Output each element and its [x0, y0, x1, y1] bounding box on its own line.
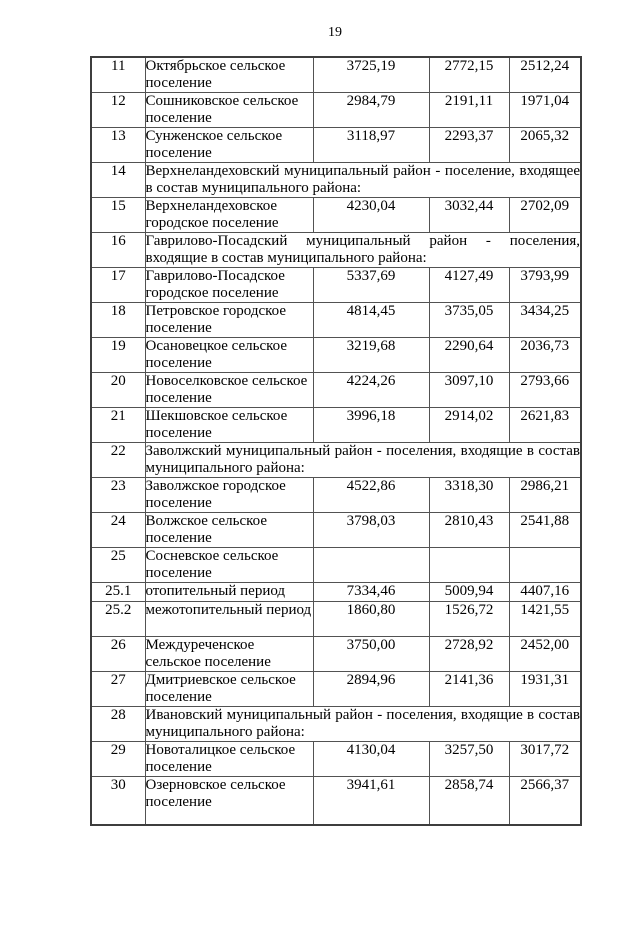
row-number-cell: 25 [91, 548, 145, 583]
tariff-value-cell: 2512,24 [509, 57, 581, 93]
tariff-value-cell: 1931,31 [509, 672, 581, 707]
tariff-value-cell: 4407,16 [509, 583, 581, 602]
settlement-name-cell: Сунженское сельское поселение [145, 128, 313, 163]
tariff-value-cell: 3097,10 [429, 373, 509, 408]
tariff-value-cell: 1971,04 [509, 93, 581, 128]
tariff-value-cell: 2986,21 [509, 478, 581, 513]
settlement-name-cell: Сосневское сельское поселение [145, 548, 313, 583]
tariff-value-cell: 2290,64 [429, 338, 509, 373]
tariff-value-cell: 3793,99 [509, 268, 581, 303]
settlement-name-cell: Междуреченское сельское поселение [145, 637, 313, 672]
tariff-value-cell: 7334,46 [313, 583, 429, 602]
tariff-value-cell: 2191,11 [429, 93, 509, 128]
tariff-value-cell: 1526,72 [429, 602, 509, 637]
settlement-name-cell: Шекшовское сельское поселение [145, 408, 313, 443]
tariff-value-cell: 4230,04 [313, 198, 429, 233]
tariff-value-cell [429, 548, 509, 583]
table-row [91, 233, 581, 268]
settlement-name-cell: Волжское сельское поселение [145, 513, 313, 548]
tariff-value-cell: 2793,66 [509, 373, 581, 408]
tariff-value-cell: 2914,02 [429, 408, 509, 443]
tariff-value-cell: 2566,37 [509, 777, 581, 826]
tariff-value-cell: 1860,80 [313, 602, 429, 637]
tariff-value-cell: 4130,04 [313, 742, 429, 777]
row-number-cell: 19 [91, 338, 145, 373]
settlement-name-cell: Дмитриевское сельское поселение [145, 672, 313, 707]
section-header-cell: Заволжский муниципальный район - поселения, входящие в состав муниципального района: [145, 443, 580, 476]
row-number-cell: 11 [91, 57, 145, 93]
row-number-cell: 17 [91, 268, 145, 303]
tariff-value-cell: 3017,72 [509, 742, 581, 777]
settlement-name-cell: Октябрьское сельское поселение [145, 57, 313, 93]
row-number-cell: 30 [91, 777, 145, 826]
tariff-value-cell: 3219,68 [313, 338, 429, 373]
tariff-value-cell: 3257,50 [429, 742, 509, 777]
table-row [91, 583, 581, 602]
row-number-cell: 21 [91, 408, 145, 443]
row-number-cell: 24 [91, 513, 145, 548]
row-number-cell: 28 [91, 707, 145, 742]
tariff-value-cell: 3996,18 [313, 408, 429, 443]
tariff-value-cell: 2065,32 [509, 128, 581, 163]
table-row [91, 338, 581, 373]
row-number-cell: 20 [91, 373, 145, 408]
settlement-name-cell: Новоталицкое сельское поселение [145, 742, 313, 777]
tariff-value-cell: 3735,05 [429, 303, 509, 338]
tariff-value-cell: 3798,03 [313, 513, 429, 548]
settlement-name-cell: Гаврилово-Посадское городское поселение [145, 268, 313, 303]
table-row [91, 637, 581, 672]
tariff-value-cell: 3318,30 [429, 478, 509, 513]
tariff-value-cell: 2036,73 [509, 338, 581, 373]
tariff-value-cell: 3725,19 [313, 57, 429, 93]
tariff-value-cell: 5337,69 [313, 268, 429, 303]
table-row [91, 57, 581, 93]
tariff-value-cell: 3434,25 [509, 303, 581, 338]
settlement-name-cell: Озерновское сельское поселение [145, 777, 313, 826]
tariff-value-cell [313, 548, 429, 583]
tariff-value-cell: 4814,45 [313, 303, 429, 338]
tariff-value-cell: 3118,97 [313, 128, 429, 163]
row-number-cell: 23 [91, 478, 145, 513]
section-header-cell: Гаврилово-Посадский муниципальный район - поселения, входящие в состав муниципального района: [145, 233, 580, 266]
section-header-cell: Ивановский муниципальный район - поселения, входящие в состав муниципального района: [145, 707, 580, 740]
tariff-value-cell: 2541,88 [509, 513, 581, 548]
settlement-name-cell: отопительный период [145, 583, 313, 602]
row-number-cell: 22 [91, 443, 145, 478]
table-row [91, 742, 581, 777]
row-number-cell: 25.1 [91, 583, 145, 602]
row-number-cell: 29 [91, 742, 145, 777]
table-row [91, 548, 581, 583]
table-row [91, 373, 581, 408]
tariff-value-cell: 1421,55 [509, 602, 581, 637]
tariff-value-cell: 2810,43 [429, 513, 509, 548]
row-number-cell: 18 [91, 303, 145, 338]
tariff-value-cell: 4224,26 [313, 373, 429, 408]
table-row [91, 602, 581, 637]
row-number-cell: 27 [91, 672, 145, 707]
table-row [91, 93, 581, 128]
row-number-cell: 26 [91, 637, 145, 672]
settlement-name-cell: Заволжское городское поселение [145, 478, 313, 513]
settlement-name-cell: Верхнеландеховское городское поселение [145, 198, 313, 233]
table-row [91, 303, 581, 338]
tariff-value-cell: 3941,61 [313, 777, 429, 826]
tariff-value-cell: 2772,15 [429, 57, 509, 93]
tariff-value-cell: 3750,00 [313, 637, 429, 672]
tariff-value-cell: 4522,86 [313, 478, 429, 513]
settlement-name-cell: Осановецкое сельское поселение [145, 338, 313, 373]
table-row [91, 478, 581, 513]
tariff-table [90, 56, 582, 826]
table-row [91, 198, 581, 233]
tariff-value-cell: 3032,44 [429, 198, 509, 233]
tariff-value-cell: 2984,79 [313, 93, 429, 128]
document-page [0, 25, 640, 930]
row-number-cell: 15 [91, 198, 145, 233]
tariff-value-cell: 2894,96 [313, 672, 429, 707]
row-number-cell: 14 [91, 163, 145, 198]
tariff-value-cell: 2293,37 [429, 128, 509, 163]
row-number-cell: 16 [91, 233, 145, 268]
tariff-value-cell [509, 548, 581, 583]
section-header-cell: Верхнеландеховский муниципальный район - поселение, входящее в состав муниципального района: [145, 163, 580, 196]
page-number: 19 [328, 25, 342, 40]
tariff-value-cell: 2621,83 [509, 408, 581, 443]
table-row [91, 443, 581, 478]
tariff-value-cell: 2452,00 [509, 637, 581, 672]
table-row [91, 707, 581, 742]
table-row [91, 513, 581, 548]
tariff-value-cell: 4127,49 [429, 268, 509, 303]
settlement-name-cell: Сошниковское сельское поселение [145, 93, 313, 128]
table-row [91, 777, 581, 826]
tariff-value-cell: 2141,36 [429, 672, 509, 707]
row-number-cell: 25.2 [91, 602, 145, 637]
table-row [91, 268, 581, 303]
table-row [91, 408, 581, 443]
tariff-value-cell: 2858,74 [429, 777, 509, 826]
row-number-cell: 12 [91, 93, 145, 128]
tariff-value-cell: 2728,92 [429, 637, 509, 672]
table-row [91, 128, 581, 163]
tariff-value-cell: 5009,94 [429, 583, 509, 602]
settlement-name-cell: Новоселковское сельское поселение [145, 373, 313, 408]
settlement-name-cell: межотопительный период [145, 602, 313, 637]
row-number-cell: 13 [91, 128, 145, 163]
settlement-name-cell: Петровское городское поселение [145, 303, 313, 338]
table-row [91, 672, 581, 707]
table-row [91, 163, 581, 198]
tariff-value-cell: 2702,09 [509, 198, 581, 233]
